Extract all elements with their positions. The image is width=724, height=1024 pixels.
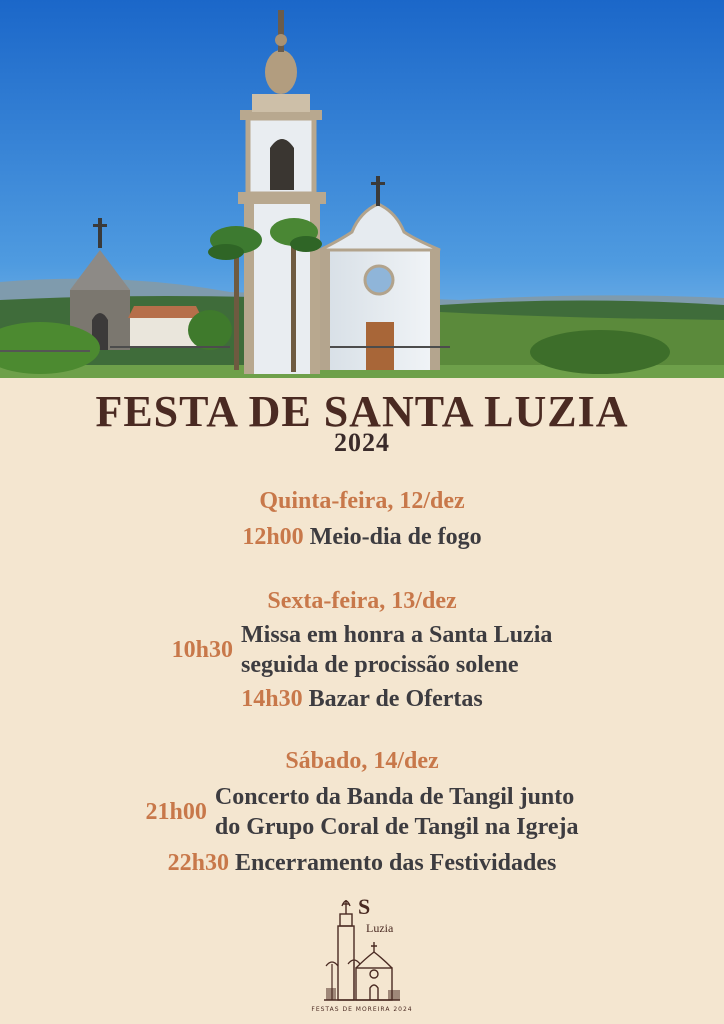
schedule-item — [0, 782, 724, 842]
item-time: 22h30 — [167, 850, 230, 876]
item-time: 12h00 — [242, 524, 304, 550]
item-description: Bazar de Ofertas — [308, 686, 483, 712]
schedule-item — [0, 686, 724, 713]
item-description-line: seguida de procissão solene — [241, 652, 519, 678]
schedule-item — [0, 850, 724, 877]
item-time: 10h30 — [171, 636, 233, 663]
logo-mark-luzia: Luzia — [366, 921, 394, 935]
event-year: 2024 — [334, 428, 390, 457]
item-time: 21h00 — [145, 798, 207, 825]
item-description-line: Missa em honra a Santa Luzia — [241, 622, 553, 648]
schedule-item — [0, 620, 724, 680]
item-description: Meio-dia de fogo — [309, 524, 482, 550]
item-description — [241, 620, 552, 680]
day-heading-thursday: Quinta-feira, 12/dez — [259, 488, 465, 514]
schedule-item — [0, 524, 724, 551]
day-heading-saturday: Sábado, 14/dez — [285, 748, 439, 774]
item-description: Encerramento das Festividades — [235, 850, 557, 876]
event-title: FESTA DE SANTA LUZIA — [95, 387, 629, 436]
hero-photo-church — [0, 0, 724, 378]
item-time: 14h30 — [241, 686, 303, 712]
logo-subtitle: FESTAS DE MOREIRA 2024 — [311, 1006, 413, 1013]
item-description — [215, 782, 579, 842]
festival-logo — [316, 892, 408, 1017]
item-description-line: do Grupo Coral de Tangil na Igreja — [214, 814, 579, 840]
logo-mark-s: S — [358, 894, 371, 919]
day-heading-friday: Sexta-feira, 13/dez — [267, 588, 457, 614]
item-description-line: Concerto da Banda de Tangil junto — [214, 784, 575, 810]
